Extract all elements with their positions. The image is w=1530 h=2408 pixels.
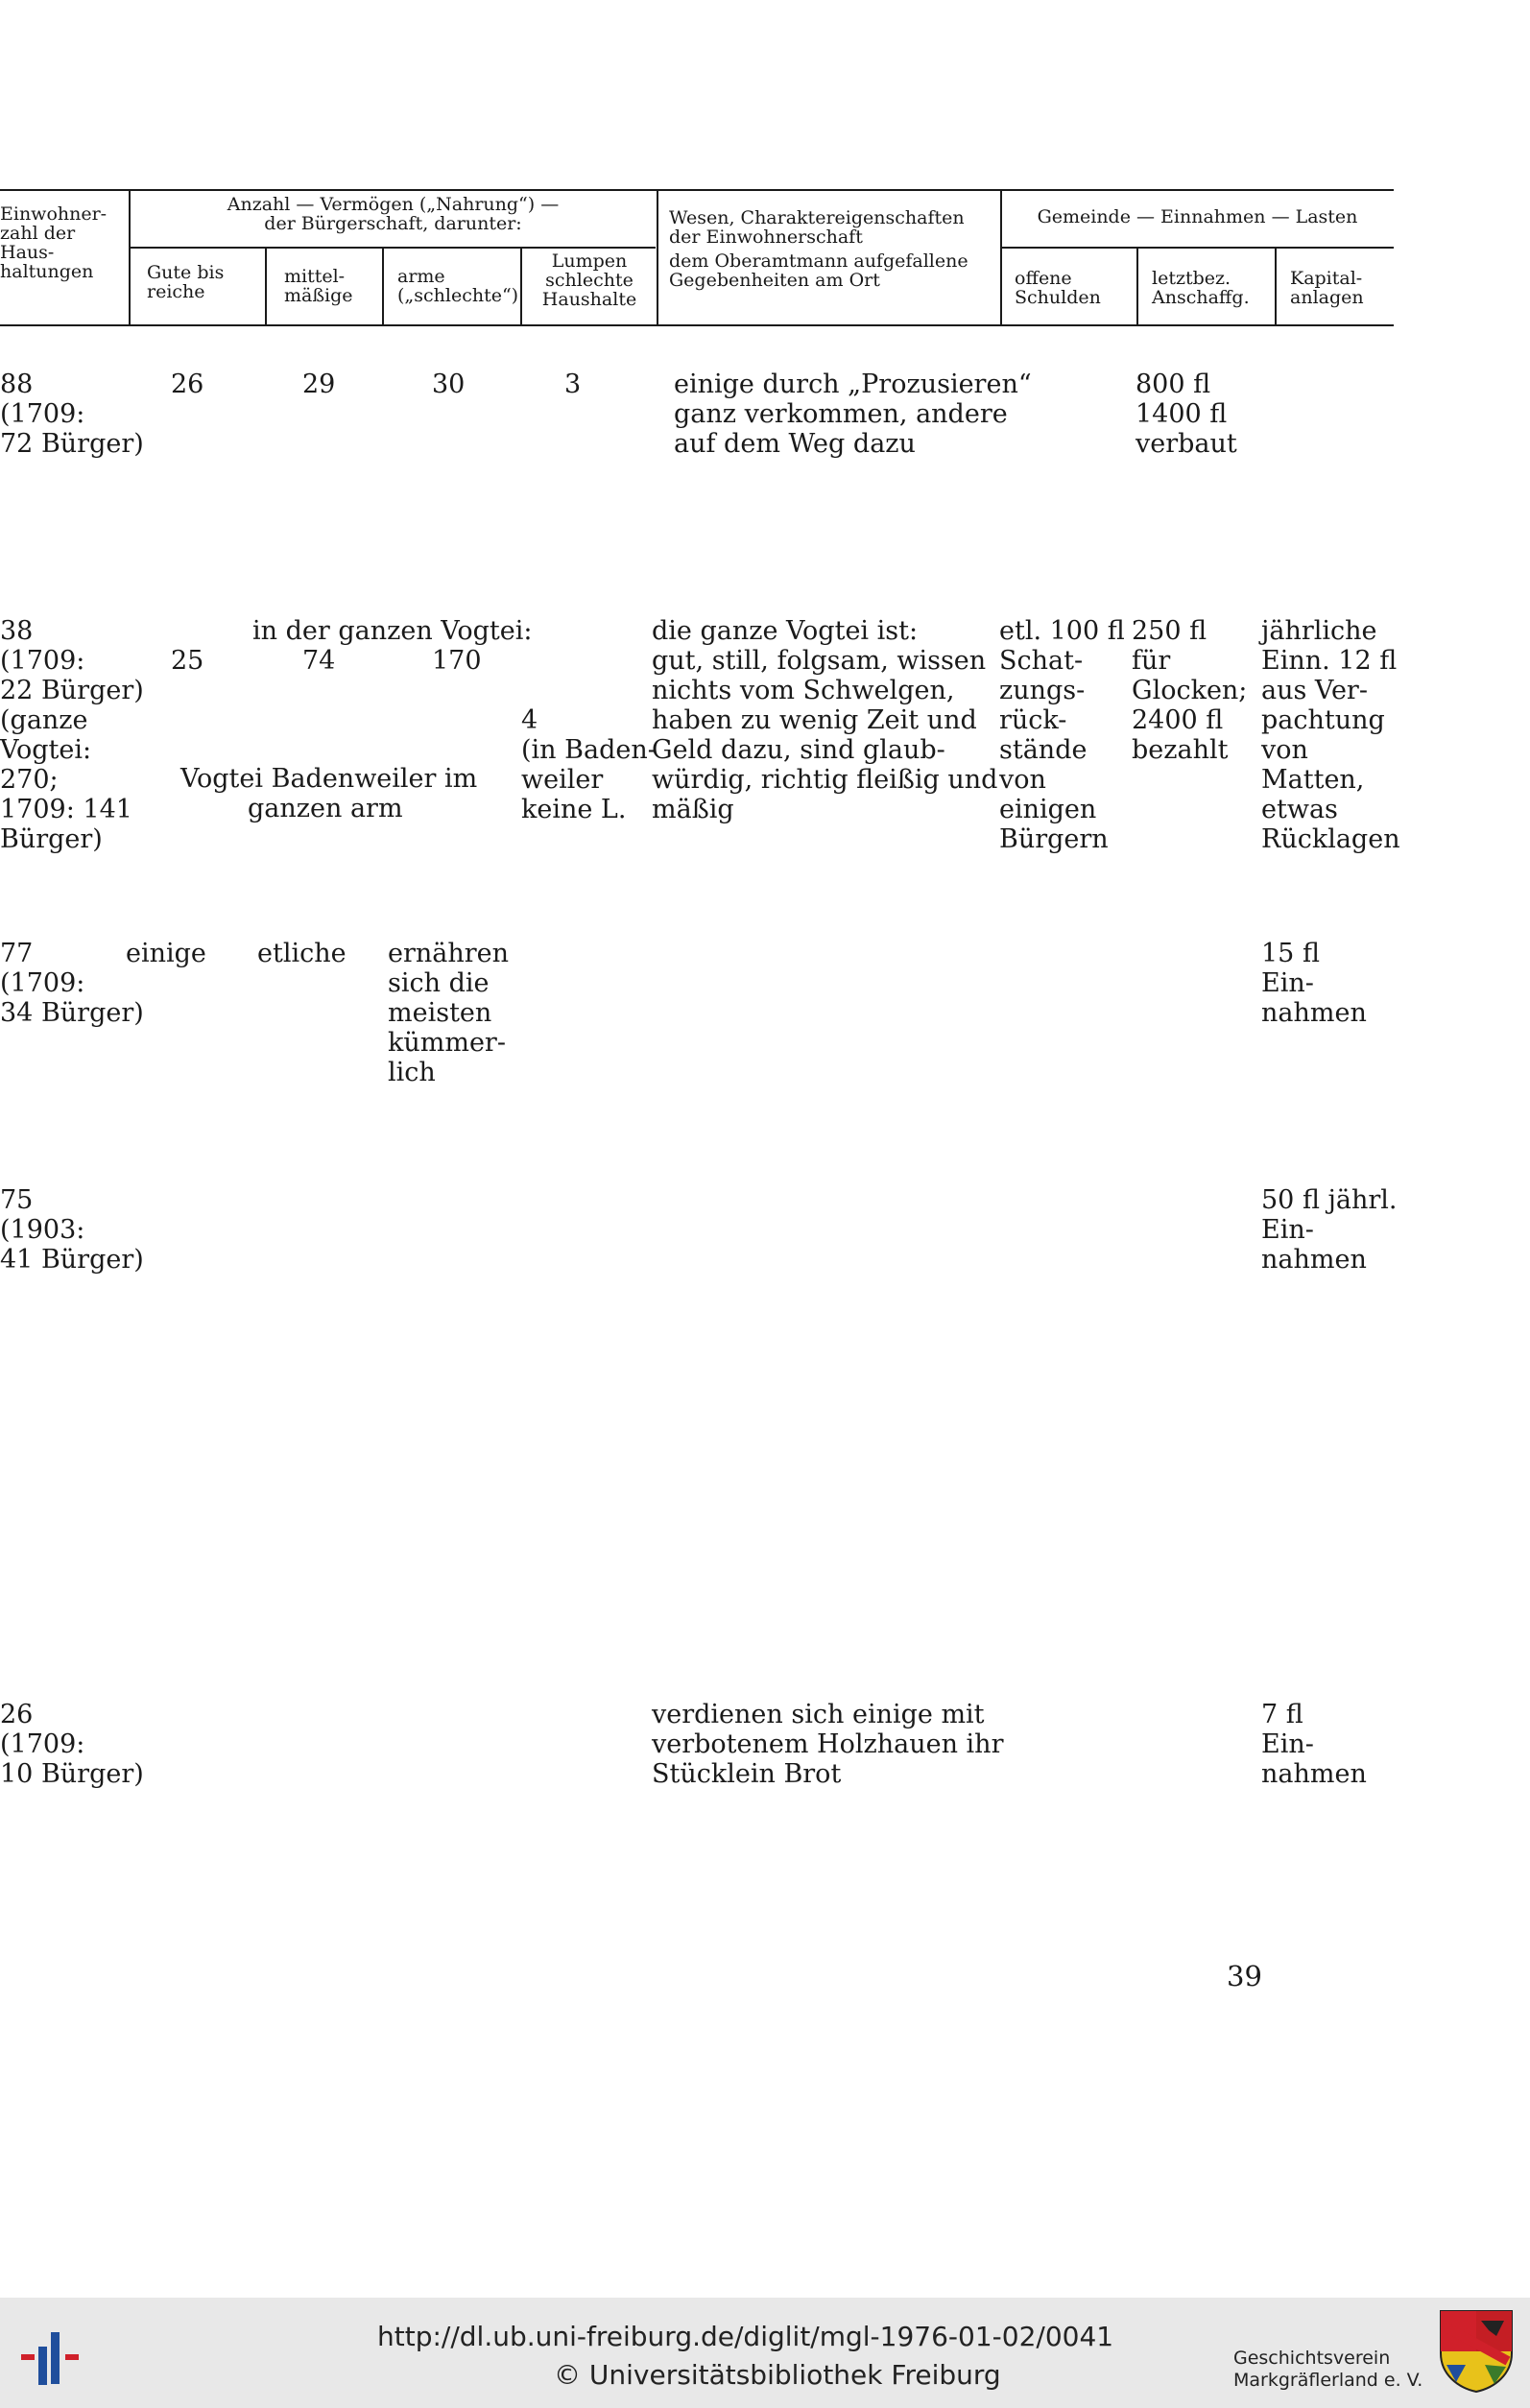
cell-gute: 26 [171,370,204,399]
cell-line: 270; [0,765,59,795]
cell-line: Ein- [1261,1215,1314,1245]
header-gemeinde: Gemeinde — Einnahmen — Lasten [1037,206,1358,227]
header-divider-8 [1275,248,1277,324]
cell-line: nahmen [1261,1759,1367,1789]
cell-line: pachtung [1261,705,1385,735]
cell-line: kümmer- [388,1028,506,1058]
ub-freiburg-logo-icon [21,2313,98,2399]
cell-line: ganzen arm [248,794,403,823]
cell-line: mäßig [652,795,734,824]
header-line: zahl der [0,223,76,244]
header-line: mäßige [284,285,353,306]
cell-line: etwas [1261,795,1338,824]
cell-line: von [999,765,1046,795]
cell-line: jährliche [1261,616,1377,646]
cell-line: Ein- [1261,1729,1314,1759]
header-line: Lumpen [551,250,628,272]
header-line: der Einwohnerschaft [669,226,863,248]
footer-copyright: © Universitätsbibliothek Freiburg [554,2359,1001,2391]
cell-line: Geld dazu, sind glaub- [652,735,945,765]
header-line: letztbez. [1152,268,1231,289]
header-line: haltungen [0,261,94,282]
society-crest-icon [1437,2307,1516,2394]
cell-line: 26 [0,1700,34,1729]
cell-line: 41 Bürger) [0,1245,144,1275]
cell-line: 34 Bürger) [0,998,144,1028]
cell-line: nahmen [1261,998,1367,1028]
cell-line: gut, still, folgsam, wissen [652,646,987,676]
cell-line: 250 fl [1132,616,1207,646]
header-divider-2 [265,248,267,324]
cell-line: ganz verkommen, andere [674,399,1008,429]
cell-line: Vogtei: [0,735,92,765]
cell-line: bezahlt [1132,735,1229,765]
cell-line: haben zu wenig Zeit und [652,705,977,735]
cell-line: Bürgern [999,824,1109,854]
header-line: der Bürgerschaft, darunter: [264,213,522,234]
header-line: Haushalte [541,289,637,310]
cell-line: 22 Bürger) [0,676,144,705]
cell-line: Bürger) [0,824,103,854]
header-line: schlechte [545,270,634,291]
cell-mittel: 74 [302,646,336,676]
cell-line: einige durch „Prozusieren“ [674,370,1032,399]
cell-line: 75 [0,1185,34,1215]
cell-line: Ein- [1261,968,1314,998]
header-divider-7 [1136,248,1138,324]
cell-line: 2400 fl [1132,705,1224,735]
cell-line: Rücklagen [1261,824,1400,854]
cell-line: 72 Bürger) [0,429,144,459]
cell-line: einigen [999,795,1097,824]
cell-line: (1903: [0,1215,85,1245]
page-number: 39 [1227,1960,1262,1992]
header-line: Haus- [0,242,55,263]
header-line: Anschaffg. [1152,287,1250,308]
cell-line: verbotenem Holzhauen ihr [652,1729,1004,1759]
cell-line: (ganze [0,705,88,735]
cell-line: 1709: 141 [0,795,132,824]
footer-society-line: Markgräflerland e. V. [1233,2370,1423,2391]
cell-line: Vogtei Badenweiler im [180,764,478,794]
cell-lumpen: 3 [564,370,582,399]
cell-line: verdienen sich einige mit [652,1700,985,1729]
cell-line: 4 [521,705,538,735]
header-line: mittel- [284,266,346,287]
cell-line: weiler [521,765,604,795]
cell-gute: einige [126,939,206,968]
cell-arme: 30 [432,370,466,399]
cell-line: (1709: [0,1729,85,1759]
cell-line: (in Baden- [521,735,657,765]
header-line: offene [1015,268,1072,289]
header-line: reiche [147,281,205,302]
header-line: Gute bis [147,262,225,283]
cell-line: aus Ver- [1261,676,1368,705]
cell-line: 10 Bürger) [0,1759,144,1789]
header-line: anlagen [1290,287,1364,308]
header-line: Gegebenheiten am Ort [669,270,880,291]
header-line: Kapital- [1290,268,1363,289]
header-line: („schlechte“) [397,285,519,306]
cell-line: auf dem Weg dazu [674,429,916,459]
cell-line: rück- [999,705,1067,735]
cell-line: von [1261,735,1308,765]
cell-line: nichts vom Schwelgen, [652,676,955,705]
header-mid-rule-left [131,247,656,249]
cell-arme: 170 [432,646,482,676]
cell-line: 50 fl jährl. [1261,1185,1398,1215]
header-line: Einwohner- [0,203,108,225]
footer-bar [0,2298,1530,2408]
cell-line: Stücklein Brot [652,1759,842,1789]
cell-line: Glocken; [1132,676,1248,705]
cell-line: (1709: [0,968,85,998]
cell-line: nahmen [1261,1245,1367,1275]
header-bottom-rule [0,324,1394,326]
cell-line: ernähren [388,939,510,968]
cell-line: meisten [388,998,492,1028]
cell-line: würdig, richtig fleißig und [652,765,998,795]
cell-line: 800 fl [1136,370,1211,399]
cell-line: (1709: [0,399,85,429]
header-top-rule [0,189,1394,191]
header-line: arme [397,266,445,287]
header-mid-rule-right [1001,247,1394,249]
cell-line: 38 [0,616,34,646]
cell-line: 7 fl [1261,1700,1303,1729]
cell-vogtei-line: in der ganzen Vogtei: [252,616,533,646]
header-divider-5 [657,191,658,324]
cell-line: 15 fl [1261,939,1320,968]
footer-society-line: Geschichtsverein [1233,2348,1391,2369]
header-divider-3 [382,248,384,324]
cell-line: (1709: [0,646,85,676]
cell-line: 77 [0,939,34,968]
cell-line: die ganze Vogtei ist: [652,616,919,646]
footer-url-link[interactable]: http://dl.ub.uni-freiburg.de/diglit/mgl-1976-01-02/0041 [377,2321,1114,2352]
cell-line: keine L. [521,795,627,824]
cell-line: Schat- [999,646,1084,676]
cell-line: für [1132,646,1171,676]
cell-line: 1400 fl [1136,399,1228,429]
cell-line: stände [999,735,1088,765]
cell-line: sich die [388,968,490,998]
cell-line: Matten, [1261,765,1365,795]
cell-mittel: 29 [302,370,336,399]
header-line: Anzahl — Vermögen („Nahrung“) — [227,194,560,215]
header-line: Schulden [1015,287,1101,308]
header-line: dem Oberamtmann aufgefallene [669,250,968,272]
cell-gute: 25 [171,646,204,676]
cell-line: verbaut [1136,429,1237,459]
cell-line: lich [388,1058,436,1087]
cell-line: zungs- [999,676,1086,705]
cell-line: 88 [0,370,34,399]
header-line: Wesen, Charaktereigenschaften [669,207,965,228]
cell-mittel: etliche [257,939,347,968]
cell-line: Einn. 12 fl [1261,646,1398,676]
cell-line: etl. 100 fl [999,616,1125,646]
